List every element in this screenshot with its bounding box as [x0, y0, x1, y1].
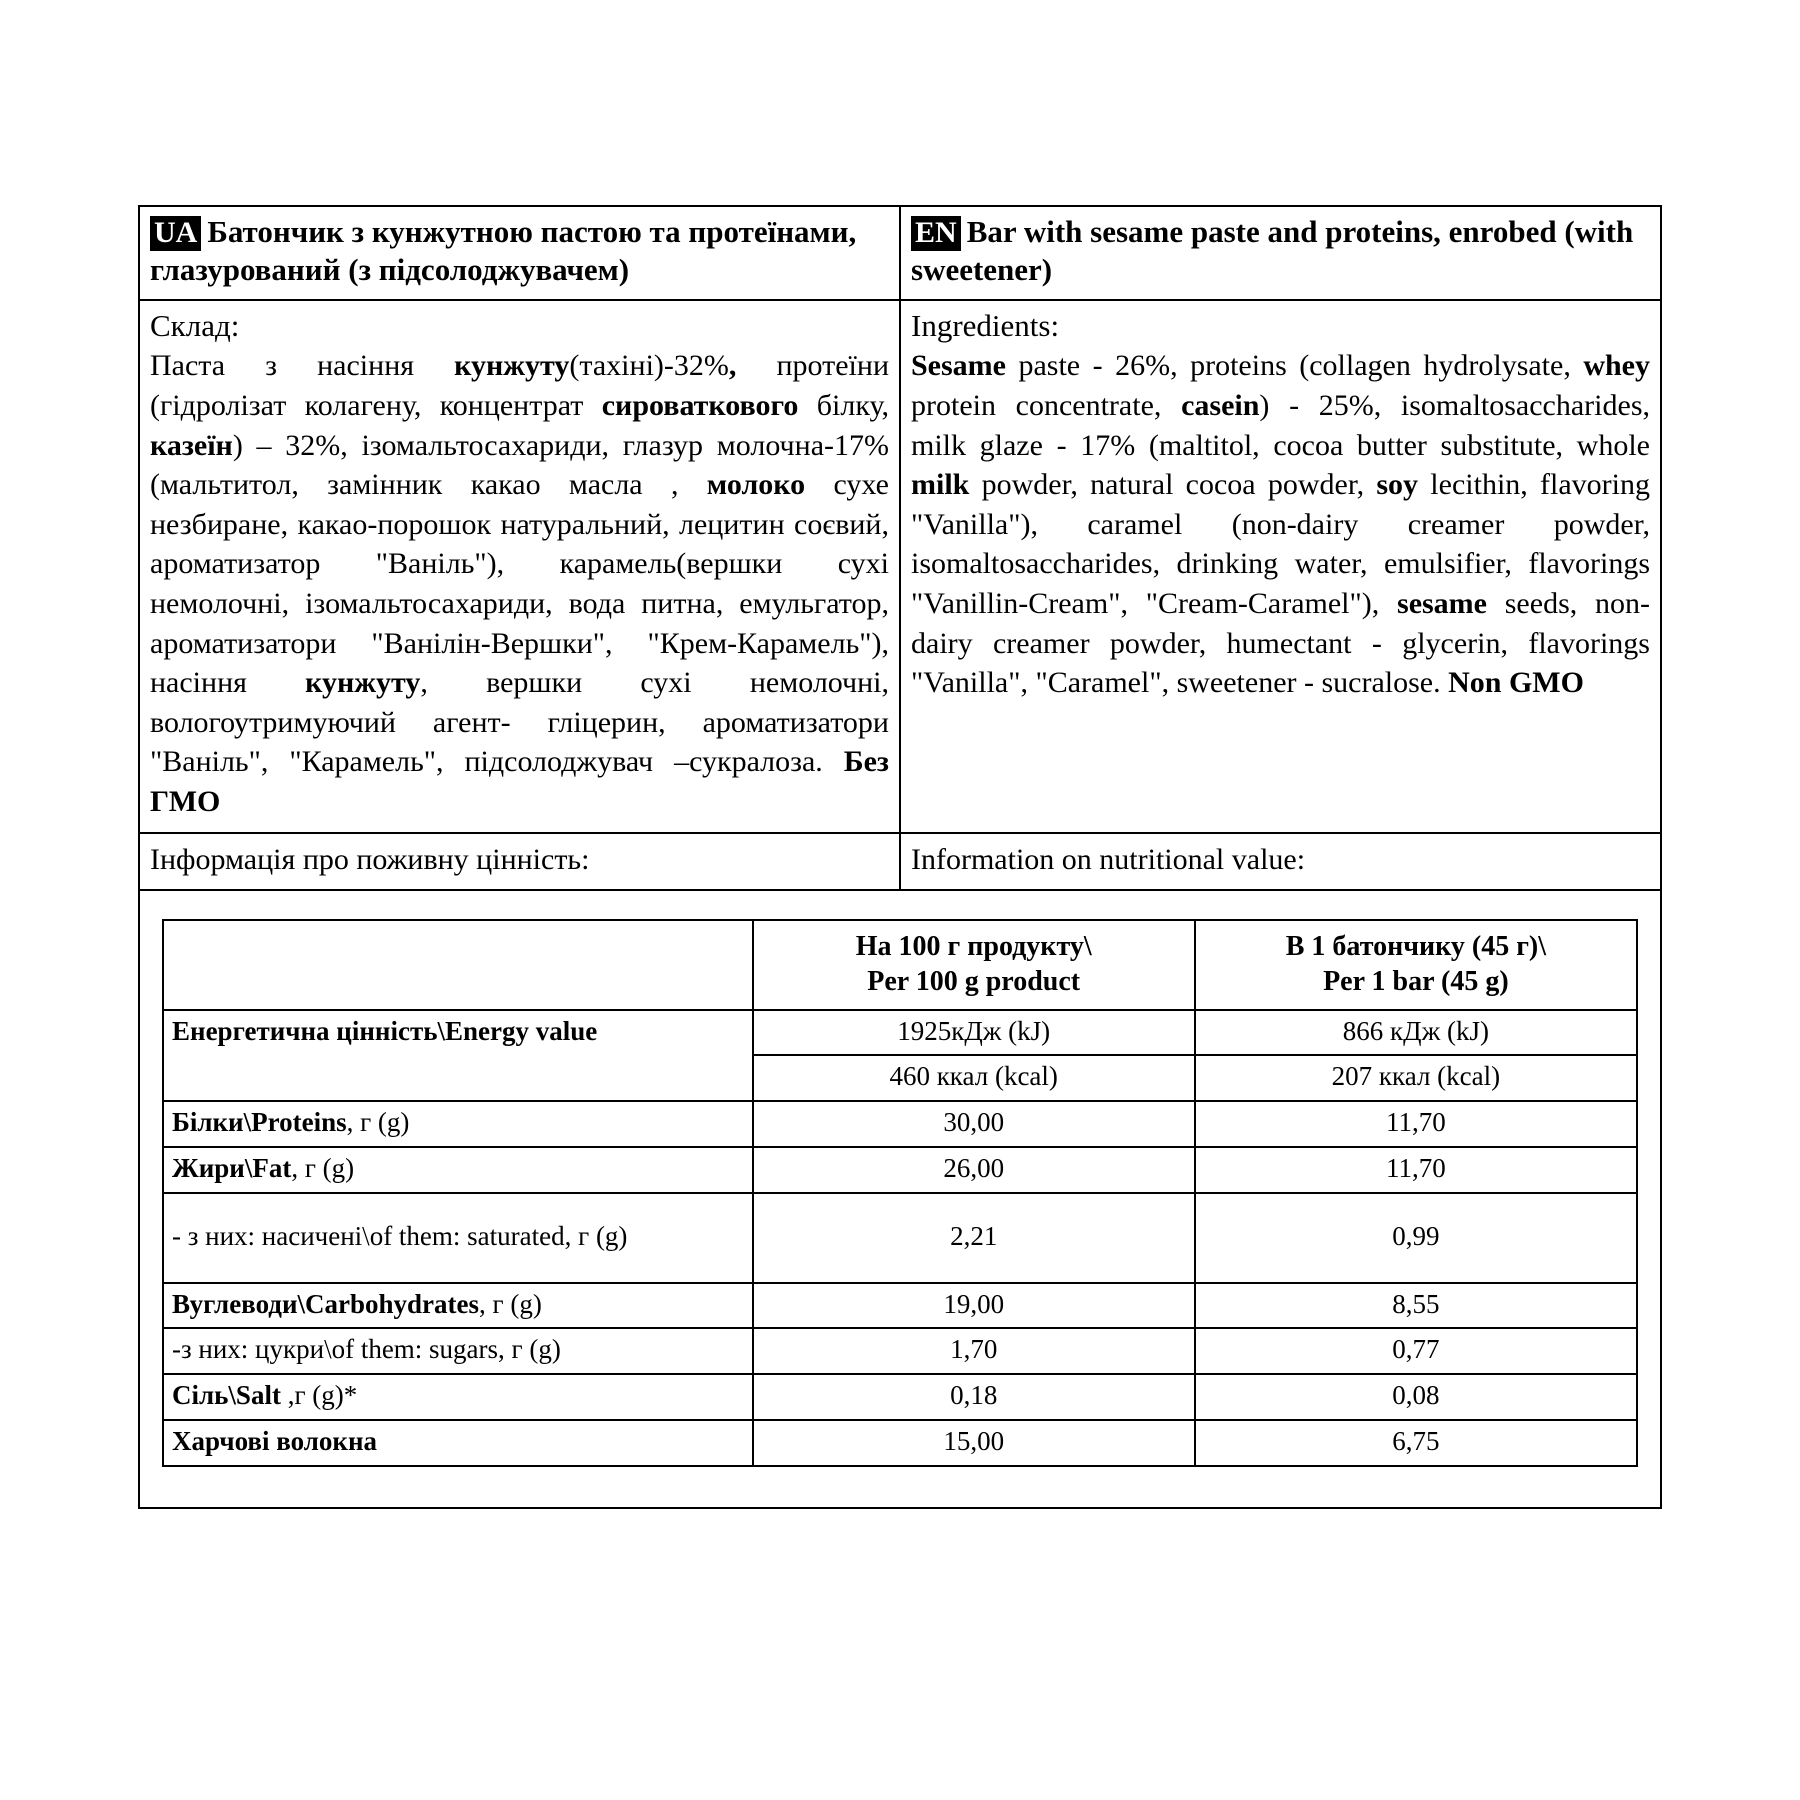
row-label-proteins: [163, 1101, 753, 1147]
ua-ingredients-cell: [139, 300, 900, 833]
product-label: [138, 205, 1662, 1509]
row-label-fat: [163, 1147, 753, 1193]
en-ingredients-text: Sesame paste - 26%, proteins (collagen hydrolysate, whey protein concentrate, casein) - 25%, isomaltosaccharides, milk glaze - 17% (maltitol, cocoa butter substitute, whole milk powder, natural cocoa powder, soy lecithin, flavoring "Vanilla"), caramel (non-dairy creamer powder, isomaltosaccharides, drinking water, emulsifier, flavorings "Vanillin-Cream", "Cream-Caramel"), sesame seeds, non-dairy creamer powder, humectant - glycerin, flavorings "Vanilla", "Caramel", sweetener - sucralose. Non GMO: [911, 349, 1650, 700]
ua-title-cell: [139, 206, 900, 300]
energy-value-label: Енергетична цінність\Energy value: [163, 1010, 753, 1102]
title-row: [139, 206, 1661, 300]
proteins-per-100g: 30,00: [753, 1101, 1195, 1147]
column-header-per-100g: [753, 920, 1195, 1010]
ua-ingredients-heading: Склад:: [150, 307, 240, 343]
perbar-line1: В 1 батончику (45 г)\: [1285, 930, 1547, 962]
salt-per-bar: 0,08: [1195, 1374, 1637, 1420]
en-product-title: Bar with sesame paste and proteins, enrobed (with sweetener): [911, 214, 1634, 287]
fat-per-100g: 26,00: [753, 1147, 1195, 1193]
row-label-fiber: Харчові волокна: [163, 1420, 753, 1466]
row-label-salt: [163, 1374, 753, 1420]
fiber-per-100g: 15,00: [753, 1420, 1195, 1466]
table-row: [163, 1420, 1637, 1466]
table-row: [163, 1193, 1637, 1283]
carbohydrates-per-100g: 19,00: [753, 1283, 1195, 1329]
en-ingredients-cell: [900, 300, 1661, 833]
row-label-fat-strong: Жири\Fat: [172, 1152, 292, 1183]
energy-kj-per-100g: 1925кДж (kJ): [753, 1010, 1195, 1056]
column-header-per-bar: [1195, 920, 1637, 1010]
table-row: [163, 1328, 1637, 1374]
ua-product-title: Батончик з кунжутною пастою та протеїнами, глазурований (з підсолоджувачем): [150, 214, 857, 287]
nutrition-corner-cell: [163, 920, 753, 1010]
perbar-line2: Per 1 bar (45 g): [1323, 965, 1509, 997]
table-row: [163, 1283, 1637, 1329]
energy-kcal-per-bar: 207 ккал (kcal): [1195, 1055, 1637, 1101]
en-nutrition-heading: Information on nutritional value:: [900, 833, 1661, 890]
proteins-per-bar: 11,70: [1195, 1101, 1637, 1147]
sugars-per-100g: 1,70: [753, 1328, 1195, 1374]
table-row: [163, 1374, 1637, 1420]
table-row: [163, 1101, 1637, 1147]
carbohydrates-per-bar: 8,55: [1195, 1283, 1637, 1329]
row-label-carbohydrates: [163, 1283, 753, 1329]
energy-kj-per-bar: 866 кДж (kJ): [1195, 1010, 1637, 1056]
saturated-per-bar: 0,99: [1195, 1193, 1637, 1283]
ua-nutrition-heading: Інформація про поживну цінність:: [139, 833, 900, 890]
ua-ingredients-text: Паста з насіння кунжуту(тахіні)-32%, протеїни (гідролізат колагену, концентрат сироваткового білку, казеїн) – 32%, ізомальтосахариди, глазур молочна-17% (мальтитол, замінник какао масла , молоко сухе незбиране, какао-порошок натуральний, лецитин соєвий, ароматизатор "Ваніль"), карамель(вершки сухі немолочні, ізомальтосахариди, вода питна, емульгатор, ароматизатори "Ванілін-Вершки", "Крем-Карамель"), насіння кунжуту, вершки сухі немолочні, вологоутримуючий агент- гліцерин, ароматизатори "Ваніль", "Карамель", підсолоджувач –сукралоза. Без ГМО: [150, 349, 889, 818]
en-language-tag: EN: [911, 216, 961, 251]
nutrition-table-wrapper: [138, 891, 1662, 1509]
row-label-carbohydrates-strong: Вуглеводи\Carbohydrates: [172, 1288, 480, 1319]
en-ingredients-heading: Ingredients:: [911, 307, 1060, 343]
row-label-sugars: -з них: цукри\of them: sugars, г (g): [163, 1328, 753, 1374]
ua-language-tag: UA: [150, 216, 201, 251]
ingredients-row: [139, 300, 1661, 833]
row-label-carbohydrates-rest: , г (g): [479, 1288, 542, 1319]
saturated-per-100g: 2,21: [753, 1193, 1195, 1283]
row-label-proteins-rest: , г (g): [346, 1107, 410, 1138]
row-label-proteins-strong: Білки\Proteins: [172, 1107, 347, 1138]
fat-per-bar: 11,70: [1195, 1147, 1637, 1193]
table-row-energy-kj: [163, 1010, 1637, 1056]
per100-line1: На 100 г продукту\: [855, 930, 1092, 962]
en-title-cell: [900, 206, 1661, 300]
row-label-salt-strong: Сіль\Salt: [172, 1380, 281, 1411]
energy-kcal-per-100g: 460 ккал (kcal): [753, 1055, 1195, 1101]
row-label-salt-rest: ,г (g)*: [280, 1380, 358, 1411]
nutrition-heading-row: [139, 833, 1661, 890]
bilingual-label-table: [138, 205, 1662, 891]
sugars-per-bar: 0,77: [1195, 1328, 1637, 1374]
table-row: [163, 1147, 1637, 1193]
row-label-saturated: - з них: насичені\of them: saturated, г (g): [163, 1193, 753, 1283]
per100-line2: Per 100 g product: [867, 965, 1081, 997]
nutrition-header-row: [163, 920, 1637, 1010]
row-label-fat-rest: , г (g): [291, 1152, 355, 1183]
nutrition-table: [162, 919, 1638, 1467]
salt-per-100g: 0,18: [753, 1374, 1195, 1420]
fiber-per-bar: 6,75: [1195, 1420, 1637, 1466]
